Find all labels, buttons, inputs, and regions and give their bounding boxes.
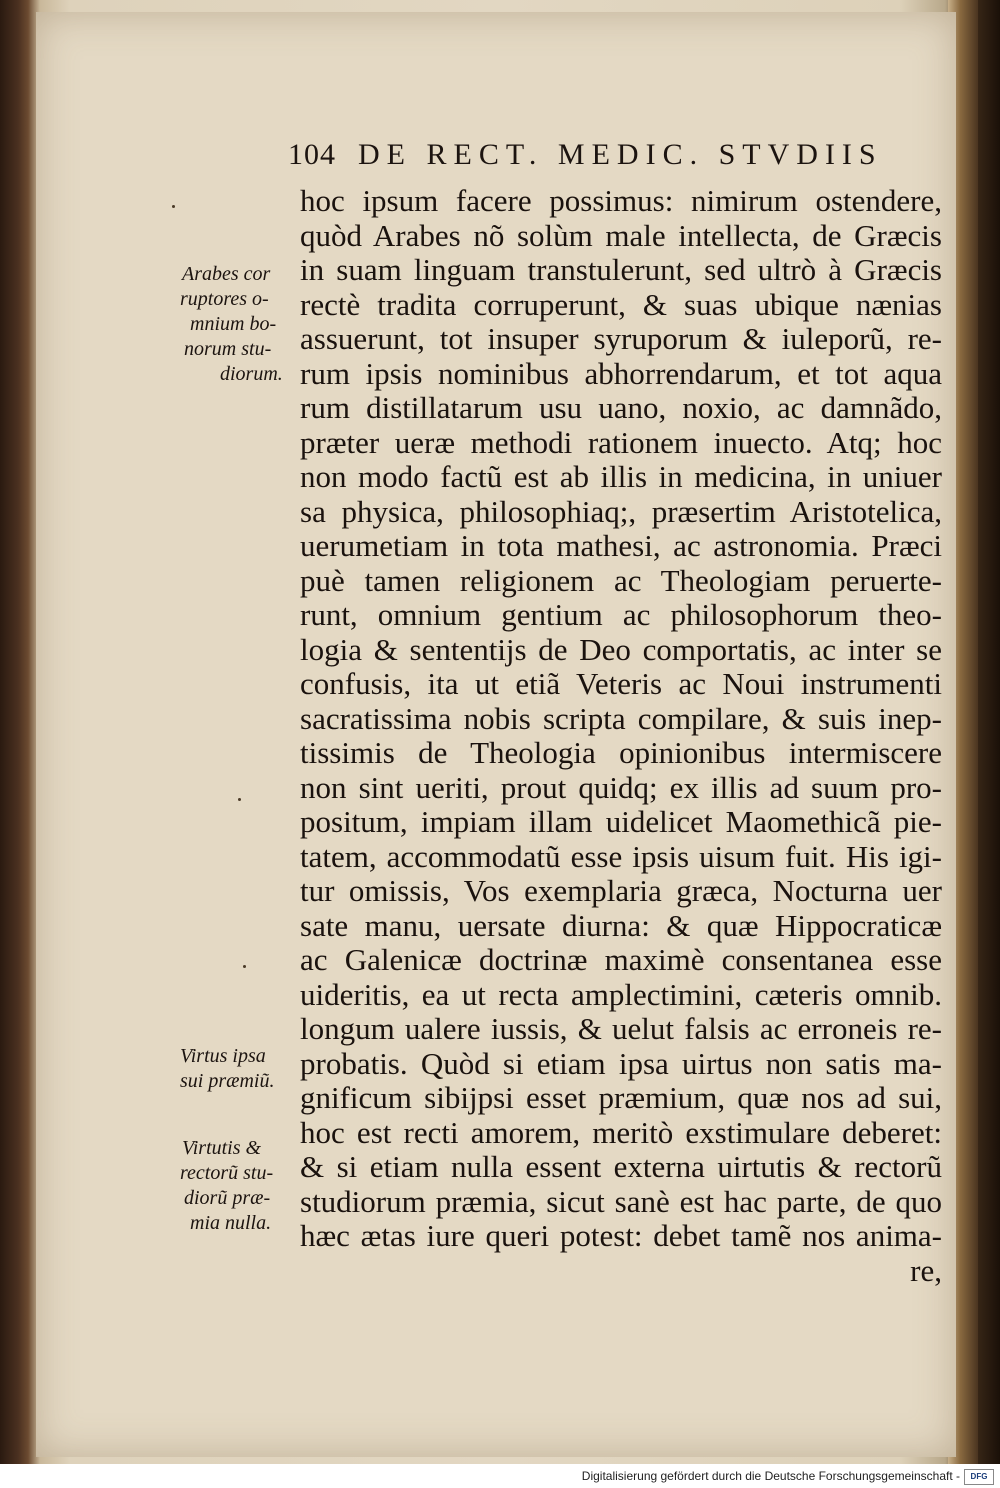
text-line: positum, impiam illam uidelicet Maomethicã pie- (300, 805, 942, 839)
text-line: logia & sententijs de Deo comportatis, ac inter se (300, 632, 942, 667)
marginal-line: Virtutis & (182, 1137, 262, 1159)
text-line: rum distillatarum usu uano, noxio, ac damnãdo, (300, 391, 942, 425)
text-line: tatem, accommodatũ esse ipsis uisum fuit. His igi- (300, 839, 942, 874)
marginal-line: diorum. (220, 363, 283, 385)
marginal-line: Arabes cor (182, 263, 271, 285)
page-speck (238, 798, 241, 801)
text-line: rum ipsis nominibus abhorrendarum, et tot aqua (300, 356, 942, 391)
text-line: uerumetiam in tota mathesi, ac astronomia. Præci (300, 529, 942, 563)
digitization-footer (0, 1464, 1000, 1488)
running-header (288, 138, 908, 172)
text-line: sate manu, uersate diurna: & quæ Hippocraticæ (300, 908, 942, 943)
text-line: sacratissima nobis scripta compilare, & suis inep- (300, 701, 942, 736)
text-line: non sint ueriti, prout quidq; ex illis ad suum pro- (300, 770, 942, 805)
marginal-note-arabes (180, 262, 283, 387)
text-line: hoc ipsum facere possimus: nimirum ostendere, (300, 184, 942, 218)
text-line: præter ueræ methodi rationem inuecto. Atq; hoc (300, 425, 942, 460)
marginal-note-virtus (180, 1044, 274, 1094)
text-line: uideritis, ea ut recta amplectimini, cæteris omnib. (300, 977, 942, 1012)
text-line: non modo factũ est ab illis in medicina, in uniuer (300, 460, 942, 494)
marginal-line: ruptores o- (180, 288, 269, 310)
text-line: & si etiam nulla essent externa uirtutis & rectorũ (300, 1150, 942, 1184)
text-line: in suam linguam transtulerunt, sed ultrò à Græcis (300, 253, 942, 287)
text-line: tur omissis, Vos exemplaria græca, Nocturna uer (300, 874, 942, 908)
text-line: hæc ætas iure queri potest: debet tamẽ nos anima- (300, 1219, 942, 1253)
footer-credit: Digitalisierung gefördert durch die Deutsche Forschungsgemeinschaft - (581, 1469, 960, 1483)
main-text-block (300, 184, 942, 1288)
text-line: confusis, ita ut etiã Veteris ac Noui instrumenti (300, 667, 942, 701)
marginal-note-virtutis (180, 1136, 273, 1236)
marginal-line: norum stu- (184, 338, 272, 360)
text-line: rectè tradita corruperunt, & suas ubique nænias (300, 287, 942, 322)
text-line: probatis. Quòd si etiam ipsa uirtus non satis ma- (300, 1046, 942, 1081)
page-speck (243, 965, 246, 968)
page-number: 104 (288, 138, 336, 171)
marginal-line: mnium bo- (190, 313, 277, 335)
text-line: sa physica, philosophiaq;, præsertim Aristotelica, (300, 494, 942, 529)
marginal-line: sui præmiũ. (180, 1070, 275, 1092)
page-speck (172, 205, 175, 208)
text-line: quòd Arabes nõ solùm male intellecta, de Græcis (300, 218, 942, 253)
text-line: hoc est recti amorem, meritò exstimulare deberet: (300, 1115, 942, 1150)
marginal-line: mia nulla. (190, 1212, 272, 1234)
text-line: ac Galenicæ doctrinæ maximè consentanea esse (300, 943, 942, 977)
text-line: runt, omnium gentium ac philosophorum theo- (300, 598, 942, 632)
catchword: re, (910, 1253, 942, 1288)
dfg-logo: DFG (964, 1469, 994, 1485)
marginal-line: diorũ præ- (184, 1187, 271, 1209)
marginal-line: Virtus ipsa (180, 1045, 266, 1067)
text-line: assuerunt, tot insuper syruporum & iuleporũ, re- (300, 322, 942, 356)
marginal-line: rectorũ stu- (180, 1162, 274, 1184)
text-line: longum ualere iussis, & uelut falsis ac erroneis re- (300, 1012, 942, 1046)
text-line: gnificum sibijpsi esset præmium, quæ nos ad sui, (300, 1081, 942, 1115)
text-line: puè tamen religionem ac Theologiam peruerte- (300, 563, 942, 598)
text-line: studiorum præmia, sicut sanè est hac parte, de quo (300, 1184, 942, 1219)
running-title: DE RECT. MEDIC. STVDIIS (358, 138, 883, 171)
text-line: tissimis de Theologia opinionibus intermiscere (300, 736, 942, 770)
